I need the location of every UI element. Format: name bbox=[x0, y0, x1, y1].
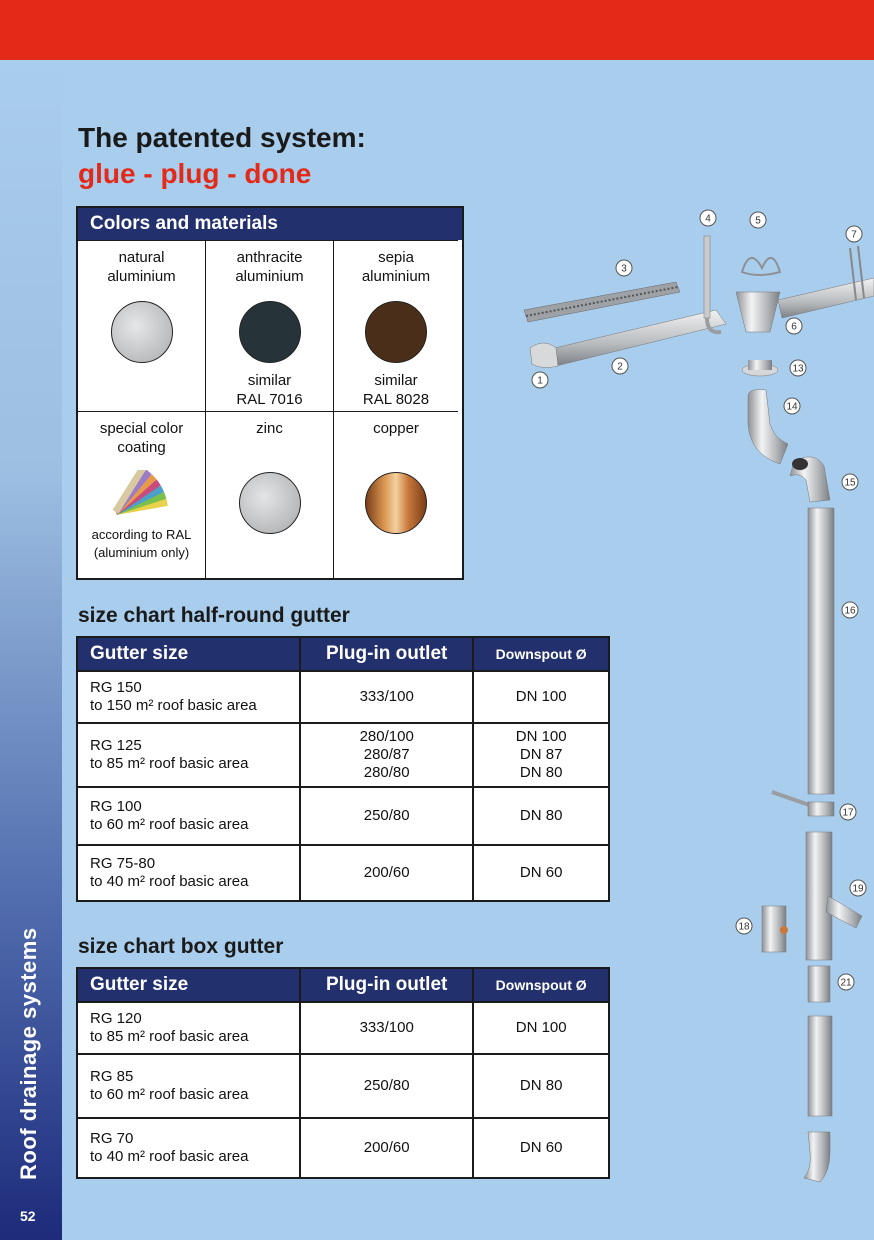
svg-text:21: 21 bbox=[840, 977, 852, 989]
elbow-15 bbox=[790, 457, 830, 502]
half-round-title: size chart half-round gutter bbox=[78, 604, 350, 627]
svg-text:5: 5 bbox=[755, 215, 761, 227]
color-label: anthracite aluminium bbox=[235, 249, 304, 285]
svg-text:19: 19 bbox=[852, 883, 864, 895]
color-label: natural aluminium bbox=[107, 249, 176, 285]
pipe-clip-13 bbox=[742, 360, 778, 376]
color-label: sepia aluminium bbox=[361, 249, 431, 285]
copper-swatch bbox=[365, 472, 427, 534]
color-cell-anthracite bbox=[206, 240, 334, 411]
page-title: The patented system: bbox=[78, 122, 366, 153]
header-downspout: Downspout Ø bbox=[473, 968, 609, 1002]
header-gutter-size: Gutter size bbox=[77, 968, 300, 1002]
rain-collector-18 bbox=[762, 906, 788, 952]
similar-ral: similar RAL 8028 bbox=[362, 372, 430, 408]
color-cell-sepia bbox=[334, 240, 458, 411]
roof-area: to 150 m² roof basic area bbox=[90, 697, 257, 714]
downspout-cell: DN 100 bbox=[473, 1002, 609, 1054]
part-badge-19 bbox=[850, 880, 866, 896]
anthracite-swatch bbox=[239, 301, 301, 363]
outlet-cell: 250/80 bbox=[300, 787, 473, 845]
gutter-size: RG 70 bbox=[90, 1130, 134, 1147]
part-badge-1 bbox=[532, 372, 548, 388]
outlet-cell: 333/100 bbox=[300, 1002, 473, 1054]
part-badge-5 bbox=[750, 212, 766, 228]
svg-text:6: 6 bbox=[791, 321, 797, 333]
page-number: 52 bbox=[20, 1208, 36, 1224]
part-badge-7 bbox=[846, 226, 862, 242]
svg-text:14: 14 bbox=[786, 401, 798, 413]
roof-area: to 60 m² roof basic area bbox=[90, 816, 249, 833]
downspout-cell: DN 80 bbox=[473, 787, 609, 845]
color-label: special color coating bbox=[99, 420, 184, 456]
svg-text:4: 4 bbox=[705, 213, 711, 225]
svg-text:16: 16 bbox=[844, 605, 856, 617]
svg-text:1: 1 bbox=[537, 375, 543, 387]
gutter-size: RG 125 bbox=[90, 737, 142, 754]
roof-area: to 60 m² roof basic area bbox=[90, 1086, 249, 1103]
colors-grid bbox=[78, 240, 462, 578]
downspout-cell: DN 80 bbox=[473, 1054, 609, 1118]
similar-ral: similar RAL 7016 bbox=[236, 372, 303, 408]
box-gutter-title: size chart box gutter bbox=[78, 935, 284, 958]
ral-note: according to RAL (aluminium only) bbox=[91, 527, 192, 560]
part-badge-4 bbox=[700, 210, 716, 226]
branch-19 bbox=[806, 832, 862, 960]
gutter-size: RG 150 bbox=[90, 679, 142, 696]
part-badge-13 bbox=[790, 360, 806, 376]
elbow-14 bbox=[748, 390, 788, 464]
colors-table bbox=[76, 206, 464, 580]
leaf-guard-part bbox=[524, 282, 680, 322]
lower-pipe bbox=[808, 1016, 832, 1116]
color-fan-icon bbox=[108, 470, 178, 520]
color-label: copper bbox=[373, 420, 419, 437]
gutter-size-cell bbox=[77, 1118, 300, 1178]
downspout-cell: DN 60 bbox=[473, 845, 609, 901]
outlet-cell: 333/100 bbox=[300, 671, 473, 723]
color-cell-copper bbox=[334, 411, 458, 578]
gutter-size: RG 85 bbox=[90, 1068, 134, 1085]
header-plug-in-outlet: Plug-in outlet bbox=[300, 637, 473, 671]
svg-text:13: 13 bbox=[792, 363, 804, 375]
downspout-cell: DN 60 bbox=[473, 1118, 609, 1178]
gutter-size-cell bbox=[77, 723, 300, 787]
part-badge-18 bbox=[736, 918, 752, 934]
leaf-trap-part bbox=[742, 258, 780, 275]
gutter-size-cell bbox=[77, 845, 300, 901]
outlet-part bbox=[736, 292, 780, 332]
color-cell-special bbox=[78, 411, 206, 578]
svg-text:15: 15 bbox=[844, 477, 856, 489]
part-badge-14 bbox=[784, 398, 800, 414]
part-badge-21 bbox=[838, 974, 854, 990]
downspout-cell: DN 100 bbox=[473, 671, 609, 723]
part-badge-3 bbox=[616, 260, 632, 276]
part-badge-16 bbox=[842, 602, 858, 618]
svg-text:7: 7 bbox=[851, 229, 857, 241]
svg-text:18: 18 bbox=[738, 921, 750, 933]
gutter-left-part bbox=[530, 310, 726, 368]
color-label: zinc bbox=[256, 420, 283, 437]
gutter-size: RG 100 bbox=[90, 798, 142, 815]
part-badge-17 bbox=[840, 804, 856, 820]
roof-area: to 40 m² roof basic area bbox=[90, 1148, 249, 1165]
roof-area: to 85 m² roof basic area bbox=[90, 1028, 249, 1045]
top-red-bar bbox=[0, 0, 874, 60]
gutter-size-cell bbox=[77, 787, 300, 845]
svg-text:2: 2 bbox=[617, 361, 623, 373]
svg-text:17: 17 bbox=[842, 807, 854, 819]
gutter-size-cell bbox=[77, 671, 300, 723]
color-cell-zinc bbox=[206, 411, 334, 578]
svg-text:3: 3 bbox=[621, 263, 627, 275]
color-cell-natural bbox=[78, 240, 206, 411]
gutter-system-diagram bbox=[516, 200, 874, 1190]
natural-aluminium-swatch bbox=[111, 301, 173, 363]
connector-21 bbox=[808, 966, 830, 1002]
outlet-cell: 250/80 bbox=[300, 1054, 473, 1118]
header-plug-in-outlet: Plug-in outlet bbox=[300, 968, 473, 1002]
gutter-size: RG 120 bbox=[90, 1010, 142, 1027]
outlet-cell: 200/60 bbox=[300, 1118, 473, 1178]
part-badge-15 bbox=[842, 474, 858, 490]
roof-area: to 40 m² roof basic area bbox=[90, 873, 249, 890]
part-badge-6 bbox=[786, 318, 802, 334]
zinc-swatch bbox=[239, 472, 301, 534]
downpipe-16 bbox=[808, 508, 834, 794]
sidebar-label: Roof drainage systems bbox=[16, 927, 41, 1180]
gutter-right-part bbox=[778, 246, 874, 318]
outlet-elbow bbox=[804, 1132, 830, 1182]
sepia-swatch bbox=[365, 301, 427, 363]
gutter-size-cell bbox=[77, 1054, 300, 1118]
header-downspout: Downspout Ø bbox=[473, 637, 609, 671]
gutter-size: RG 75-80 bbox=[90, 855, 156, 872]
colors-table-header: Colors and materials bbox=[78, 208, 462, 240]
outlet-cell: 200/60 bbox=[300, 845, 473, 901]
roof-area: to 85 m² roof basic area bbox=[90, 755, 249, 772]
page-subtitle: glue - plug - done bbox=[78, 158, 312, 189]
downspout-cell: DN 100 DN 87 DN 80 bbox=[473, 723, 609, 787]
outlet-cell: 280/100 280/87 280/80 bbox=[300, 723, 473, 787]
pipe-clip-17 bbox=[772, 792, 834, 816]
gutter-size-cell bbox=[77, 1002, 300, 1054]
header-gutter-size: Gutter size bbox=[77, 637, 300, 671]
part-badge-2 bbox=[612, 358, 628, 374]
